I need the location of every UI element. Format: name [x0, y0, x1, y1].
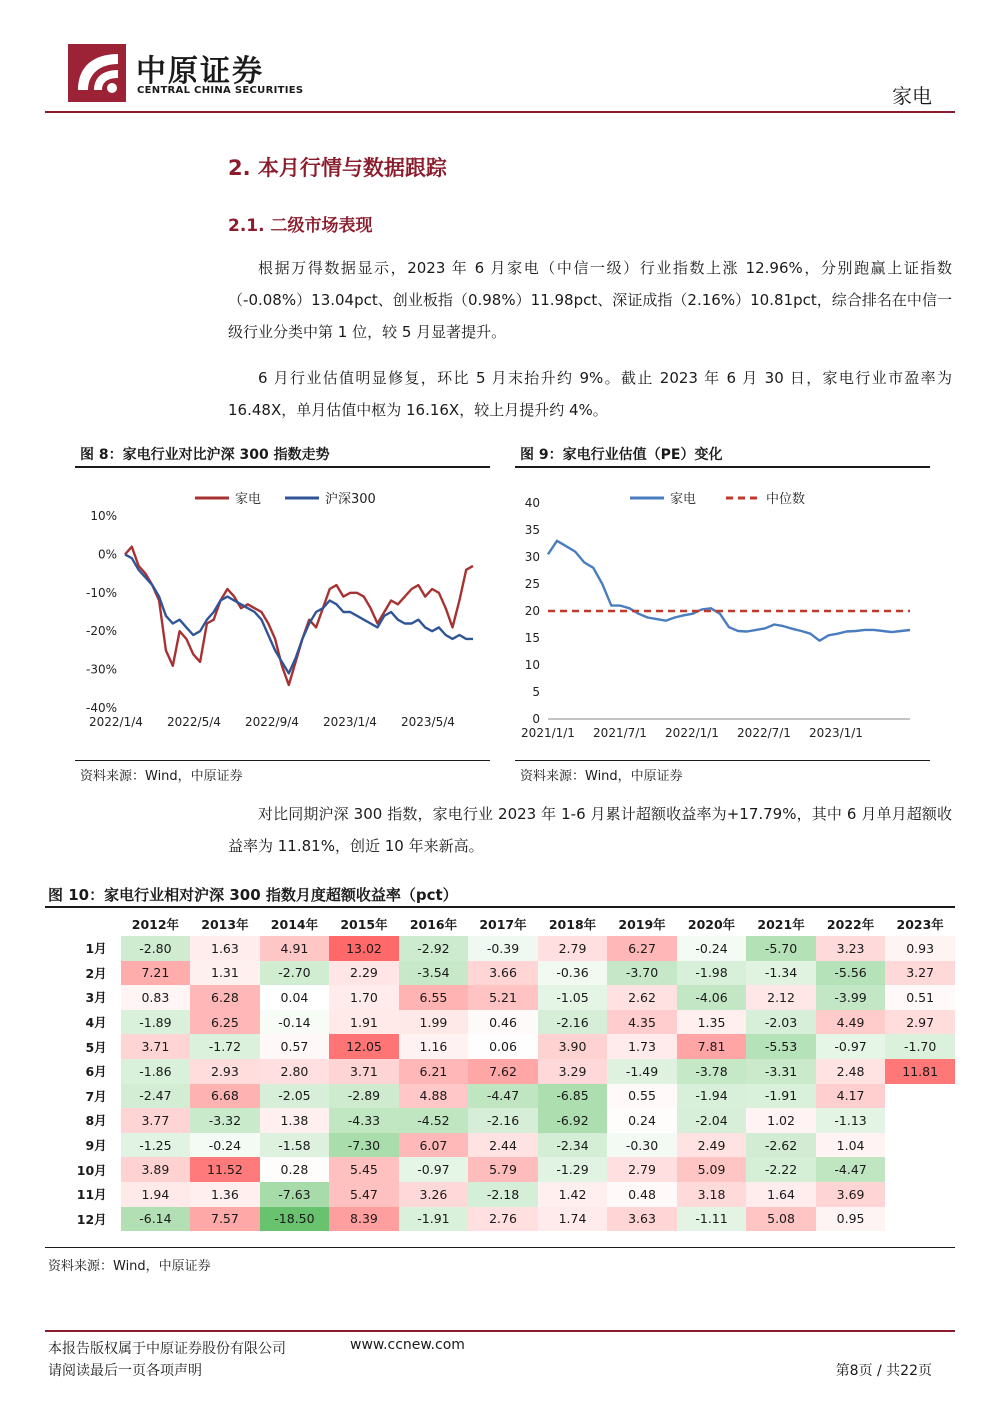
y-tick-label: -20%: [85, 624, 117, 639]
table-row-header: 3月: [85, 990, 107, 1006]
table-cell: -1.86: [121, 1059, 191, 1084]
x-tick-label: 2022/5/4: [167, 715, 221, 729]
fig10-source: 资料来源：Wind，中原证券: [48, 1259, 211, 1274]
fig9-top-rule: [515, 466, 930, 468]
table-row: [45, 1108, 955, 1133]
table-cell: 1.16: [399, 1034, 469, 1059]
table-cell: -2.04: [677, 1108, 747, 1133]
table-cell: -4.47: [816, 1157, 886, 1182]
table-cell: -0.14: [260, 1010, 330, 1035]
table-cell: 12.05: [329, 1034, 399, 1059]
table-cell: 1.04: [816, 1133, 886, 1158]
fig10-top-rule: [45, 906, 955, 908]
fig9-bottom-rule: [515, 760, 930, 761]
table-cell: 6.25: [190, 1010, 260, 1035]
table-cell: 3.63: [607, 1207, 677, 1232]
table-row-header: 6月: [85, 1064, 107, 1080]
table-cell: 2.12: [746, 985, 816, 1010]
x-tick-label: 2022/7/1: [737, 726, 791, 740]
table-cell: -7.63: [260, 1182, 330, 1207]
table-cell: 5.45: [329, 1157, 399, 1182]
table-cell: -2.16: [468, 1108, 538, 1133]
legend-label: 家电: [235, 492, 262, 507]
table-cell: [885, 1133, 955, 1158]
table-row-header: 7月: [85, 1088, 107, 1104]
fig9-caption: 图 9：家电行业估值（PE）变化: [520, 447, 723, 463]
table-cell: 4.17: [816, 1084, 886, 1109]
table-cell: -3.70: [607, 961, 677, 986]
table-row-header: 11月: [76, 1187, 107, 1203]
y-tick-label: 35: [524, 523, 540, 537]
table-cell: -3.31: [746, 1059, 816, 1084]
table-cell: 7.57: [190, 1207, 260, 1232]
table-cell: 3.26: [399, 1182, 469, 1207]
table-cell: 3.90: [538, 1034, 608, 1059]
table-cell: -2.16: [538, 1010, 608, 1035]
fig10-caption: 图 10：家电行业相对沪深 300 指数月度超额收益率（pct）: [48, 886, 458, 904]
table-cell: 3.23: [816, 936, 886, 961]
x-tick-label: 2021/1/1: [521, 726, 575, 740]
y-tick-label: 20: [524, 604, 540, 618]
y-tick-label: 5: [532, 685, 540, 699]
header-divider: [45, 111, 955, 113]
table-cell: 7.81: [677, 1034, 747, 1059]
table-cell: 1.74: [538, 1207, 608, 1232]
table-cell: -4.52: [399, 1108, 469, 1133]
table-cell: -1.25: [121, 1133, 191, 1158]
table-cell: -3.32: [190, 1108, 260, 1133]
fig8-bottom-rule: [75, 760, 490, 761]
x-tick-label: 2022/9/4: [245, 715, 299, 729]
table-cell: 6.07: [399, 1133, 469, 1158]
fig8-source: 资料来源：Wind，中原证券: [80, 769, 243, 784]
table-row: [45, 1182, 955, 1207]
fig9-source: 资料来源：Wind，中原证券: [520, 769, 683, 784]
table-cell: 0.46: [468, 1010, 538, 1035]
table-cell: -1.72: [190, 1034, 260, 1059]
table-row: [45, 985, 955, 1010]
table-cell: 3.77: [121, 1108, 191, 1133]
table-cell: 2.62: [607, 985, 677, 1010]
table-cell: -1.34: [746, 961, 816, 986]
table-cell: 0.51: [885, 985, 955, 1010]
table-header-row: [45, 912, 955, 936]
table-cell: 1.73: [607, 1034, 677, 1059]
table-row-header: 1月: [85, 941, 107, 957]
fig8-top-rule: [75, 466, 490, 468]
table-cell: -7.30: [329, 1133, 399, 1158]
table-cell: 13.02: [329, 936, 399, 961]
brand-name-en: CENTRAL CHINA SECURITIES: [137, 85, 304, 96]
footer-disclaimer: 请阅读最后一页各项声明: [48, 1363, 202, 1379]
table-cell: 4.91: [260, 936, 330, 961]
table-cell: -0.97: [816, 1034, 886, 1059]
table-cell: 6.55: [399, 985, 469, 1010]
table-column-header: 2023年: [896, 917, 944, 932]
footer-divider: [45, 1330, 955, 1332]
table-cell: 6.68: [190, 1084, 260, 1109]
section-title: 2. 本月行情与数据跟踪: [228, 156, 447, 180]
table-cell: -2.62: [746, 1133, 816, 1158]
x-tick-label: 2022/1/1: [665, 726, 719, 740]
table-cell: 6.27: [607, 936, 677, 961]
table-cell: -1.94: [677, 1084, 747, 1109]
table-row: [45, 1084, 955, 1109]
table-cell: -0.30: [607, 1133, 677, 1158]
table-row-header: 5月: [85, 1039, 107, 1055]
x-tick-label: 2023/1/4: [323, 715, 377, 729]
table-cell: -18.50: [260, 1207, 330, 1232]
table-cell: -2.80: [121, 936, 191, 961]
table-cell: 1.35: [677, 1010, 747, 1035]
table-row: [45, 1059, 955, 1084]
table-row: [45, 1034, 955, 1059]
table-cell: 2.44: [468, 1133, 538, 1158]
table-cell: -1.13: [816, 1108, 886, 1133]
y-tick-label: 15: [524, 631, 540, 645]
excess-return-table: [45, 912, 955, 1231]
table-column-header: 2022年: [826, 917, 875, 932]
table-row: [45, 1133, 955, 1158]
table-cell: 0.48: [607, 1182, 677, 1207]
fig8-chart: [75, 480, 495, 740]
table-cell: 3.71: [121, 1034, 191, 1059]
table-cell: 3.69: [816, 1182, 886, 1207]
table-cell: -5.56: [816, 961, 886, 986]
table-row-header: 9月: [85, 1138, 107, 1154]
table-row-header: 10月: [76, 1162, 107, 1178]
table-column-header: 2015年: [340, 917, 388, 932]
table-cell: 7.62: [468, 1059, 538, 1084]
table-cell: 5.47: [329, 1182, 399, 1207]
table-row-header: 4月: [85, 1015, 107, 1031]
table-cell: -4.47: [468, 1084, 538, 1109]
company-logo: [68, 44, 126, 102]
sector-label: 家电: [892, 84, 932, 108]
table-cell: -3.99: [816, 985, 886, 1010]
table-cell: -2.34: [538, 1133, 608, 1158]
table-cell: 0.83: [121, 985, 191, 1010]
table-cell: 0.57: [260, 1034, 330, 1059]
table-cell: 4.35: [607, 1010, 677, 1035]
table-column-header: 2014年: [270, 917, 319, 932]
table-cell: 1.64: [746, 1182, 816, 1207]
table-cell: 0.95: [816, 1207, 886, 1232]
table-cell: 2.49: [677, 1133, 747, 1158]
table-cell: -2.22: [746, 1157, 816, 1182]
fig8-caption: 图 8：家电行业对比沪深 300 指数走势: [80, 447, 330, 463]
table-cell: 0.04: [260, 985, 330, 1010]
table-cell: 3.71: [329, 1059, 399, 1084]
table-cell: -3.78: [677, 1059, 747, 1084]
table-corner: [45, 912, 121, 936]
y-tick-label: 30: [524, 550, 540, 564]
table-column-header: 2021年: [757, 917, 805, 932]
y-tick-label: -30%: [85, 662, 117, 677]
table-cell: -2.89: [329, 1084, 399, 1109]
paragraph-excess-return: 对比同期沪深 300 指数，家电行业 2023 年 1-6 月累计超额收益率为+17.79%，其中 6 月单月超额收益率为 11.81%，创近 10 年来新高。: [228, 805, 952, 855]
table-cell: -2.18: [468, 1182, 538, 1207]
table-cell: 11.52: [190, 1157, 260, 1182]
table-cell: 5.09: [677, 1157, 747, 1182]
x-tick-label: 2023/5/4: [401, 715, 455, 729]
table-cell: 1.91: [329, 1010, 399, 1035]
y-tick-label: 0: [532, 712, 540, 726]
table-cell: -3.54: [399, 961, 469, 986]
table-cell: -6.92: [538, 1108, 608, 1133]
table-row-header: 8月: [85, 1113, 107, 1129]
table-cell: -0.24: [190, 1133, 260, 1158]
legend-label: 中位数: [766, 492, 806, 507]
table-cell: 4.88: [399, 1084, 469, 1109]
table-cell: 1.31: [190, 961, 260, 986]
footer-url[interactable]: www.ccnew.com: [350, 1337, 465, 1353]
table-cell: 6.21: [399, 1059, 469, 1084]
table-cell: -1.98: [677, 961, 747, 986]
table-column-header: 2016年: [409, 917, 458, 932]
fig9-chart: [510, 480, 930, 745]
table-cell: -6.85: [538, 1084, 608, 1109]
y-tick-label: -40%: [85, 701, 117, 715]
table-cell: 5.08: [746, 1207, 816, 1232]
table-cell: 0.93: [885, 936, 955, 961]
table-cell: 7.21: [121, 961, 191, 986]
x-tick-label: 2021/7/1: [593, 726, 647, 740]
table-cell: 0.55: [607, 1084, 677, 1109]
table-row: [45, 1157, 955, 1182]
table-row: [45, 1207, 955, 1232]
table-cell: -0.39: [468, 936, 538, 961]
table-cell: -1.49: [607, 1059, 677, 1084]
table-column-header: 2012年: [131, 917, 180, 932]
table-cell: -1.91: [746, 1084, 816, 1109]
series-line-1: [548, 541, 910, 641]
table-cell: 2.79: [607, 1157, 677, 1182]
series-line-2: [125, 554, 473, 673]
brand-name-cn: 中原证券: [136, 54, 264, 89]
table-cell: 1.38: [260, 1108, 330, 1133]
table-cell: 2.29: [329, 961, 399, 986]
table-cell: [885, 1207, 955, 1232]
x-tick-label: 2023/1/1: [809, 726, 863, 740]
table-cell: -4.06: [677, 985, 747, 1010]
table-cell: -5.53: [746, 1034, 816, 1059]
table-cell: -1.70: [885, 1034, 955, 1059]
footer-copyright: 本报告版权属于中原证券股份有限公司: [48, 1341, 286, 1357]
table-cell: 3.27: [885, 961, 955, 986]
table-cell: -1.58: [260, 1133, 330, 1158]
table-cell: 1.99: [399, 1010, 469, 1035]
table-cell: [885, 1084, 955, 1109]
table-cell: -1.89: [121, 1010, 191, 1035]
legend-label: 家电: [670, 492, 697, 507]
table-cell: 2.80: [260, 1059, 330, 1084]
table-cell: -0.36: [538, 961, 608, 986]
legend-label: 沪深300: [325, 492, 376, 507]
paragraph-valuation: 6 月行业估值明显修复，环比 5 月末抬升约 9%。截止 2023 年 6 月 30 日，家电行业市盈率为 16.48X，单月估值中枢为 16.16X，较上月提升约 4%。: [228, 369, 952, 419]
table-cell: -6.14: [121, 1207, 191, 1232]
table-cell: -2.47: [121, 1084, 191, 1109]
y-tick-label: -10%: [85, 585, 117, 600]
table-row: [45, 1010, 955, 1035]
y-tick-label: 10: [524, 658, 540, 672]
table-row: [45, 961, 955, 986]
table-cell: 8.39: [329, 1207, 399, 1232]
table-row-header: 2月: [85, 965, 107, 981]
table-cell: 0.28: [260, 1157, 330, 1182]
table-cell: 3.66: [468, 961, 538, 986]
table-cell: 1.42: [538, 1182, 608, 1207]
table-cell: 3.18: [677, 1182, 747, 1207]
table-cell: -5.70: [746, 936, 816, 961]
table-cell: 2.97: [885, 1010, 955, 1035]
table-cell: -1.29: [538, 1157, 608, 1182]
table-cell: [885, 1157, 955, 1182]
y-tick-label: 25: [524, 577, 540, 591]
subsection-title: 2.1. 二级市场表现: [228, 216, 373, 236]
table-cell: 2.48: [816, 1059, 886, 1084]
table-row-header: 12月: [76, 1211, 107, 1227]
table-cell: 0.24: [607, 1108, 677, 1133]
table-column-header: 2018年: [548, 917, 597, 932]
page-number: 第8页 / 共22页: [835, 1363, 932, 1379]
y-tick-label: 0%: [97, 547, 117, 562]
table-cell: -1.11: [677, 1207, 747, 1232]
table-cell: -1.91: [399, 1207, 469, 1232]
table-cell: -2.05: [260, 1084, 330, 1109]
table-cell: 6.28: [190, 985, 260, 1010]
table-cell: 5.21: [468, 985, 538, 1010]
table-cell: -2.92: [399, 936, 469, 961]
table-cell: 1.36: [190, 1182, 260, 1207]
table-cell: 11.81: [885, 1059, 955, 1084]
table-cell: -2.03: [746, 1010, 816, 1035]
table-column-header: 2019年: [618, 917, 666, 932]
table-cell: 1.70: [329, 985, 399, 1010]
table-cell: [885, 1182, 955, 1207]
table-cell: 2.79: [538, 936, 608, 961]
table-cell: 1.94: [121, 1182, 191, 1207]
table-cell: -0.24: [677, 936, 747, 961]
table-cell: 2.93: [190, 1059, 260, 1084]
table-cell: 5.79: [468, 1157, 538, 1182]
series-line-1: [125, 547, 473, 685]
fig10-bottom-rule: [45, 1247, 955, 1248]
table-cell: 4.49: [816, 1010, 886, 1035]
table-row: [45, 936, 955, 961]
paragraph-market-performance: 根据万得数据显示，2023 年 6 月家电（中信一级）行业指数上涨 12.96%，分别跑赢上证指数（-0.08%）13.04pct、创业板指（0.98%）11.98pct、深证成指（2.16%）10.81pct，综合排名在中信一级行业分类中第 1 位，较 5 月显著提升。: [228, 259, 952, 341]
table-column-header: 2013年: [201, 917, 249, 932]
table-cell: 2.76: [468, 1207, 538, 1232]
table-column-header: 2017年: [479, 917, 527, 932]
table-cell: 3.29: [538, 1059, 608, 1084]
y-tick-label: 10%: [90, 509, 117, 523]
table-cell: 3.89: [121, 1157, 191, 1182]
table-cell: 0.06: [468, 1034, 538, 1059]
table-cell: [885, 1108, 955, 1133]
table-cell: -0.97: [399, 1157, 469, 1182]
y-tick-label: 40: [524, 496, 540, 510]
x-tick-label: 2022/1/4: [89, 715, 143, 729]
table-cell: -1.05: [538, 985, 608, 1010]
table-cell: -4.33: [329, 1108, 399, 1133]
table-column-header: 2020年: [687, 917, 736, 932]
table-cell: -2.70: [260, 961, 330, 986]
table-cell: 1.63: [190, 936, 260, 961]
table-cell: 1.02: [746, 1108, 816, 1133]
